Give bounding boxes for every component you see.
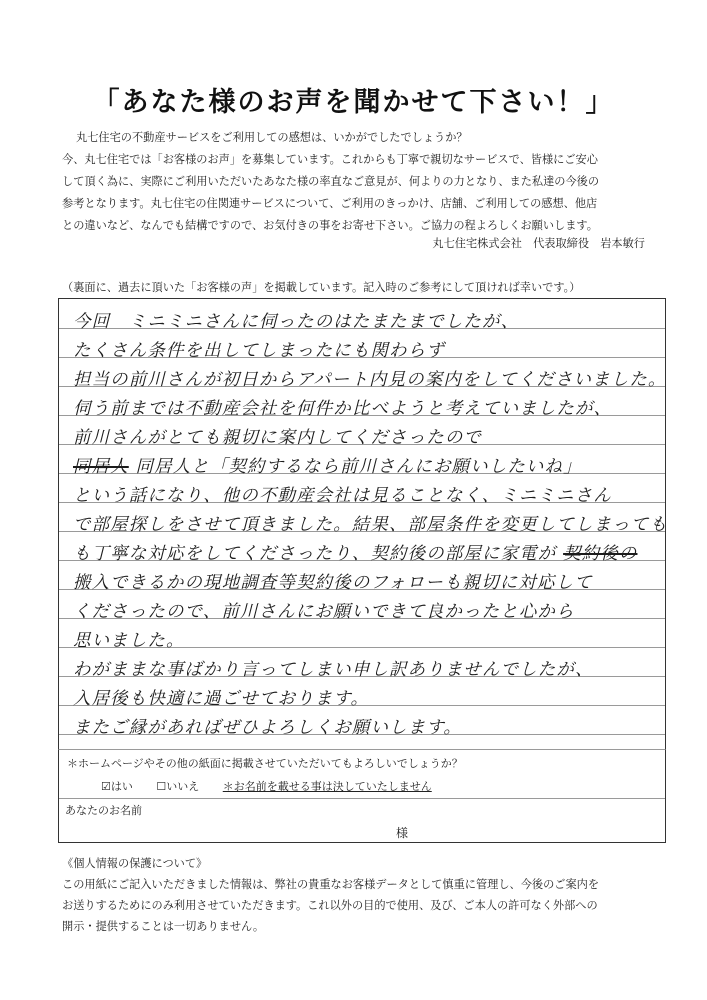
permission-note: ＊お名前を載せる事は決していたしません xyxy=(222,780,432,793)
handwritten-line: で部屋探しをさせて頂きました。結果、部屋条件を変更してしまっても xyxy=(73,515,668,535)
privacy-line: 開示・提供することは一切ありません。 xyxy=(62,920,265,933)
handwritten-line: たくさん条件を出してしまったにも関わらず xyxy=(73,341,445,361)
intro-line: して頂く為に、実際にご利用いただいたあなた様の率直なご意見が、何よりの力となり、また私達の今後の xyxy=(62,175,600,188)
reference-note: （裏面に、過去に頂いた「お客様の声」を掲載しています。記入時のご参考にして頂ければ幸いです。） xyxy=(62,281,581,294)
handwritten-line: わがままな事ばかり言ってしまい申し訳ありませんでしたが、 xyxy=(73,660,594,680)
name-field-label: あなたのお名前 xyxy=(65,804,142,817)
handwritten-line: 担当の前川さんが初日からアパート内見の案内をしてくださいました。 xyxy=(73,370,667,390)
handwritten-line: 伺う前までは不動産会社を何件か比べようと考えていましたが、 xyxy=(73,399,613,419)
honorific-label: 様 xyxy=(396,826,409,840)
privacy-line: この用紙にご記入いただきました情報は、弊社の貴重なお客様データとして慎重に管理し、今後のご案内を xyxy=(62,878,600,891)
intro-line: 丸七住宅の不動産サービスをご利用しての感想は、いかがでしたでしょうか？ xyxy=(76,131,468,144)
handwritten-line: 入居後も快適に過ごせております。 xyxy=(73,689,370,709)
handwritten-line: 今回 ミニミニさんに伺ったのはたまたまでしたが、 xyxy=(73,312,520,332)
handwritten-text: 同居人と「契約するなら前川さんにお願いしたいね」 xyxy=(135,457,582,477)
handwritten-line: 思いました。 xyxy=(73,631,185,651)
intro-line: 参考となります。丸七住宅の住関連サービスについて、ご利用のきっかけ、店舗、ご利用しての感想、他店 xyxy=(62,197,598,210)
yes-checkbox[interactable]: ☑はい xyxy=(101,780,133,793)
privacy-section xyxy=(62,853,682,937)
strikethrough-text: 同居人 xyxy=(73,457,129,477)
company-signature: 丸七住宅株式会社 代表取締役 岩本敏行 xyxy=(432,237,645,250)
handwritten-line: という話になり、他の不動産会社は見ることなく、ミニミニさん xyxy=(73,486,612,506)
handwritten-line: またご縁があればぜひよろしくお願いします。 xyxy=(73,718,463,738)
intro-line: との違いなど、なんでも結構ですので、お気付きの事をお寄せ下さい。ご協力の程よろしくお願いします。 xyxy=(62,219,598,232)
handwritten-line xyxy=(73,452,582,477)
privacy-line: お送りするためにのみ利用させていただきます。これ以外の目的で使用、及び、ご本人の許可なく外部への xyxy=(62,899,598,912)
permission-options xyxy=(101,778,452,794)
page-title: 「あなた様のお声を聞かせて下さい！」 xyxy=(92,87,615,119)
handwritten-line: 搬入できるかの現地調査等契約後のフォローも親切に対応して xyxy=(73,573,593,593)
handwritten-line xyxy=(73,539,637,564)
intro-text xyxy=(62,127,662,237)
divider xyxy=(59,798,665,799)
handwritten-line: くださったので、前川さんにお願いできて良かったと心から xyxy=(73,602,575,622)
intro-line: 今、丸七住宅では「お客様のお声」を募集しています。これからも丁寧で親切なサービスで、皆様にご安心 xyxy=(62,153,598,166)
comment-box xyxy=(58,298,666,750)
strikethrough-text: 契約後の xyxy=(563,544,638,564)
permission-section xyxy=(58,749,666,843)
no-checkbox[interactable]: ☐いいえ xyxy=(156,780,200,793)
handwritten-text: も丁寧な対応をしてくださったり、契約後の部屋に家電が xyxy=(73,544,557,564)
permission-question: ＊ホームページやその他の紙面に掲載させていただいてもよろしいでしょうか？ xyxy=(67,757,463,770)
privacy-title: 《個人情報の保護について》 xyxy=(62,857,208,870)
handwritten-line: 前川さんがとても親切に案内してくださったので xyxy=(73,428,482,448)
